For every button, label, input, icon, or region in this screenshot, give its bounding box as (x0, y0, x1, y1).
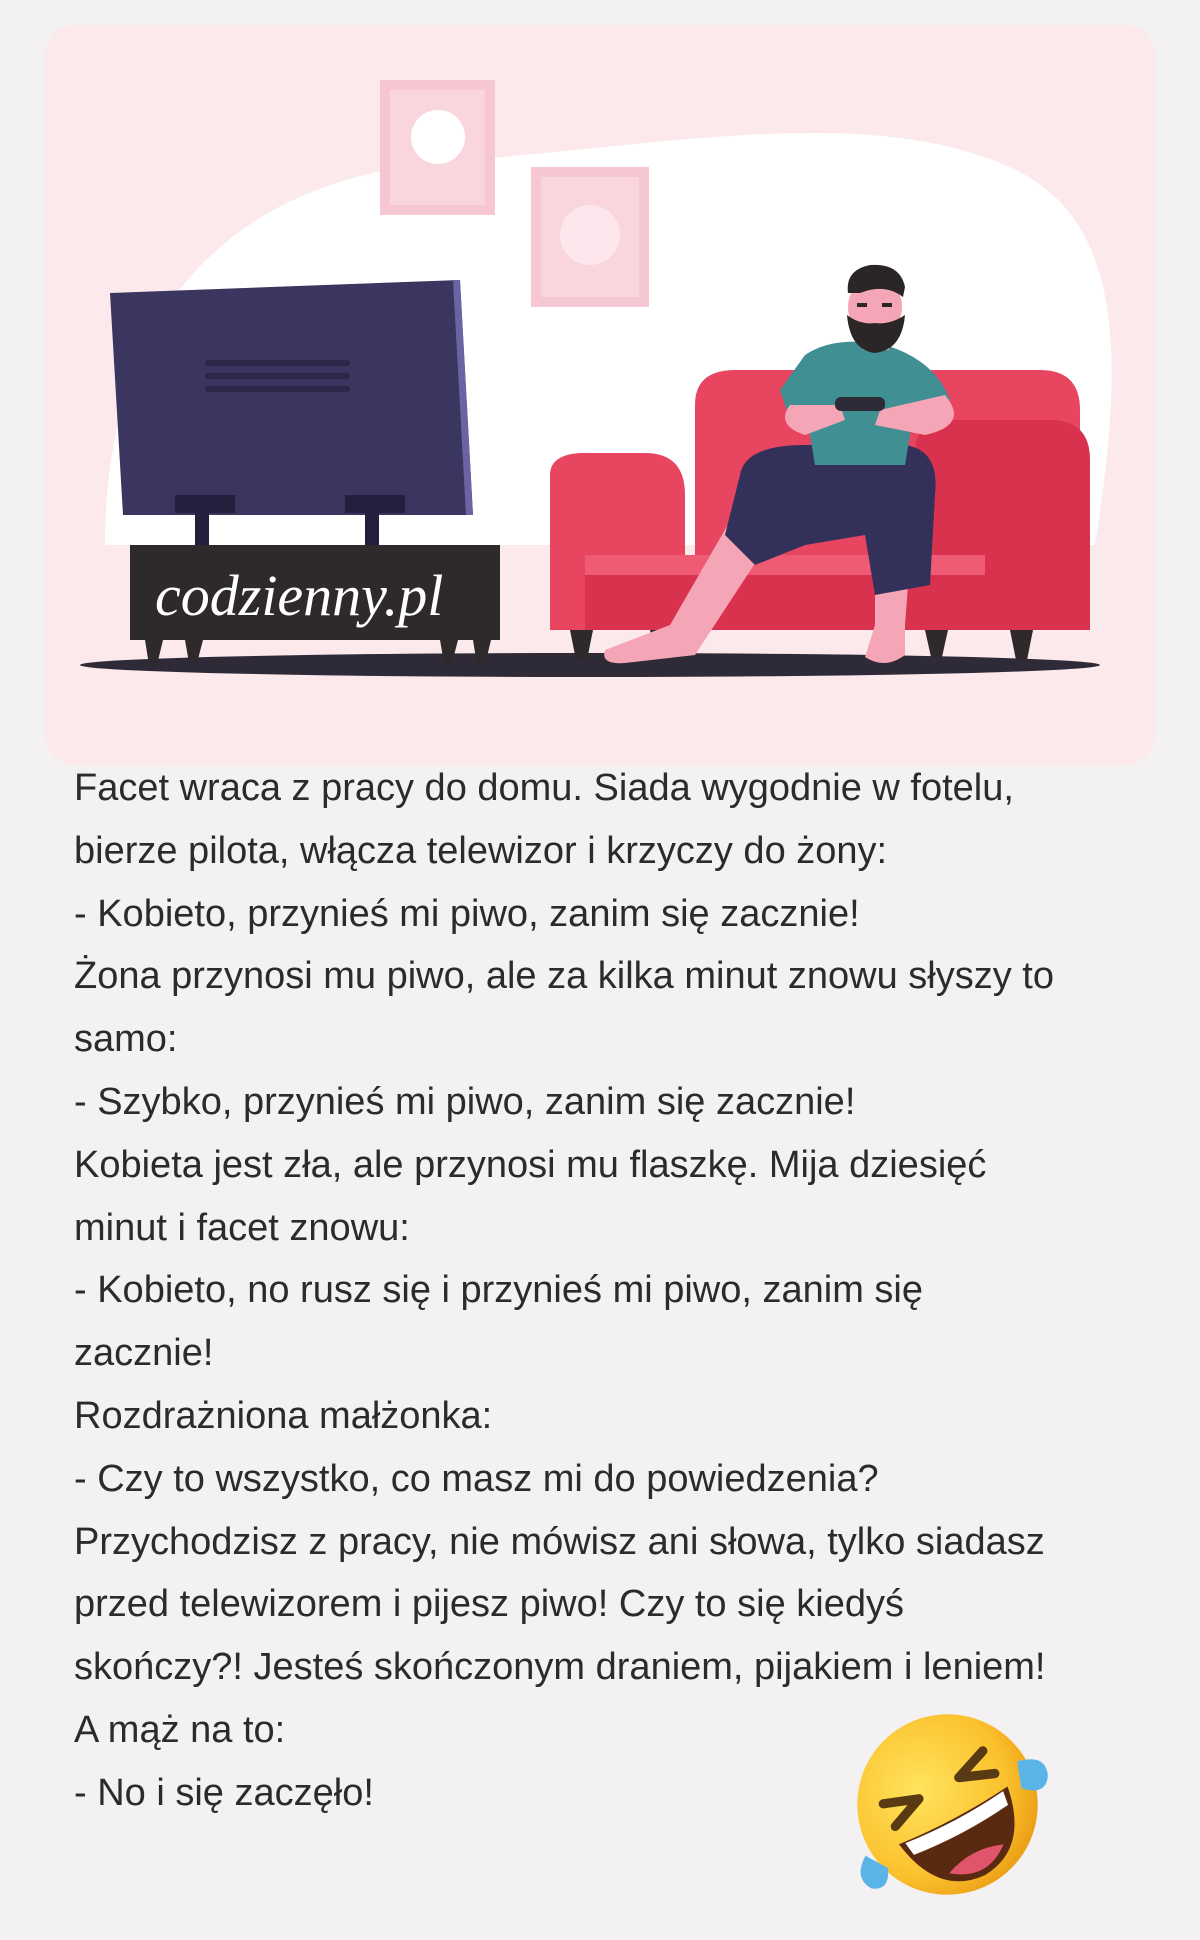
picture-frame-icon (531, 167, 649, 307)
joke-line: samo: (74, 1018, 178, 1061)
joke-line: bierze pilota, włącza telewizor i krzyczy do żony: (74, 829, 888, 872)
joke-line: - Kobieto, no rusz się i przynieś mi piwo, zanim się (74, 1269, 923, 1312)
joke-line: skończy?! Jesteś skończonym draniem, pijakiem i leniem! (74, 1646, 1046, 1689)
joke-line: minut i facet znowu: (74, 1206, 410, 1249)
joke-text (74, 757, 1134, 1825)
rolling-on-floor-laughing-icon (845, 1702, 1050, 1907)
tv-icon (110, 280, 473, 548)
joke-line: - No i się zaczęło! (74, 1771, 374, 1814)
joke-line: - Kobieto, przynieś mi piwo, zanim się zacznie! (74, 892, 860, 935)
joke-line: - Czy to wszystko, co masz mi do powiedzenia? (74, 1457, 879, 1500)
watermark: codzienny.pl (155, 563, 444, 628)
joke-line: zacznie! (74, 1332, 214, 1375)
joke-line: Żona przynosi mu piwo, ale za kilka minut znowu słyszy to (74, 955, 1054, 998)
joke-line: A mąż na to: (74, 1708, 286, 1751)
picture-frame-icon (380, 80, 495, 215)
joke-line: Rozdrażniona małżonka: (74, 1394, 493, 1437)
joke-line: Kobieta jest zła, ale przynosi mu flaszkę. Mija dziesięć (74, 1143, 987, 1186)
joke-line: Facet wraca z pracy do domu. Siada wygodnie w fotelu, (74, 767, 1014, 809)
joke-line: Przychodzisz z pracy, nie mówisz ani słowa, tylko siadasz (74, 1520, 1045, 1563)
joke-line: przed telewizorem i pijesz piwo! Czy to się kiedyś (74, 1583, 904, 1626)
joke-line: - Szybko, przynieś mi piwo, zanim się zacznie! (74, 1080, 856, 1123)
illustration-man-on-sofa (45, 25, 1155, 765)
